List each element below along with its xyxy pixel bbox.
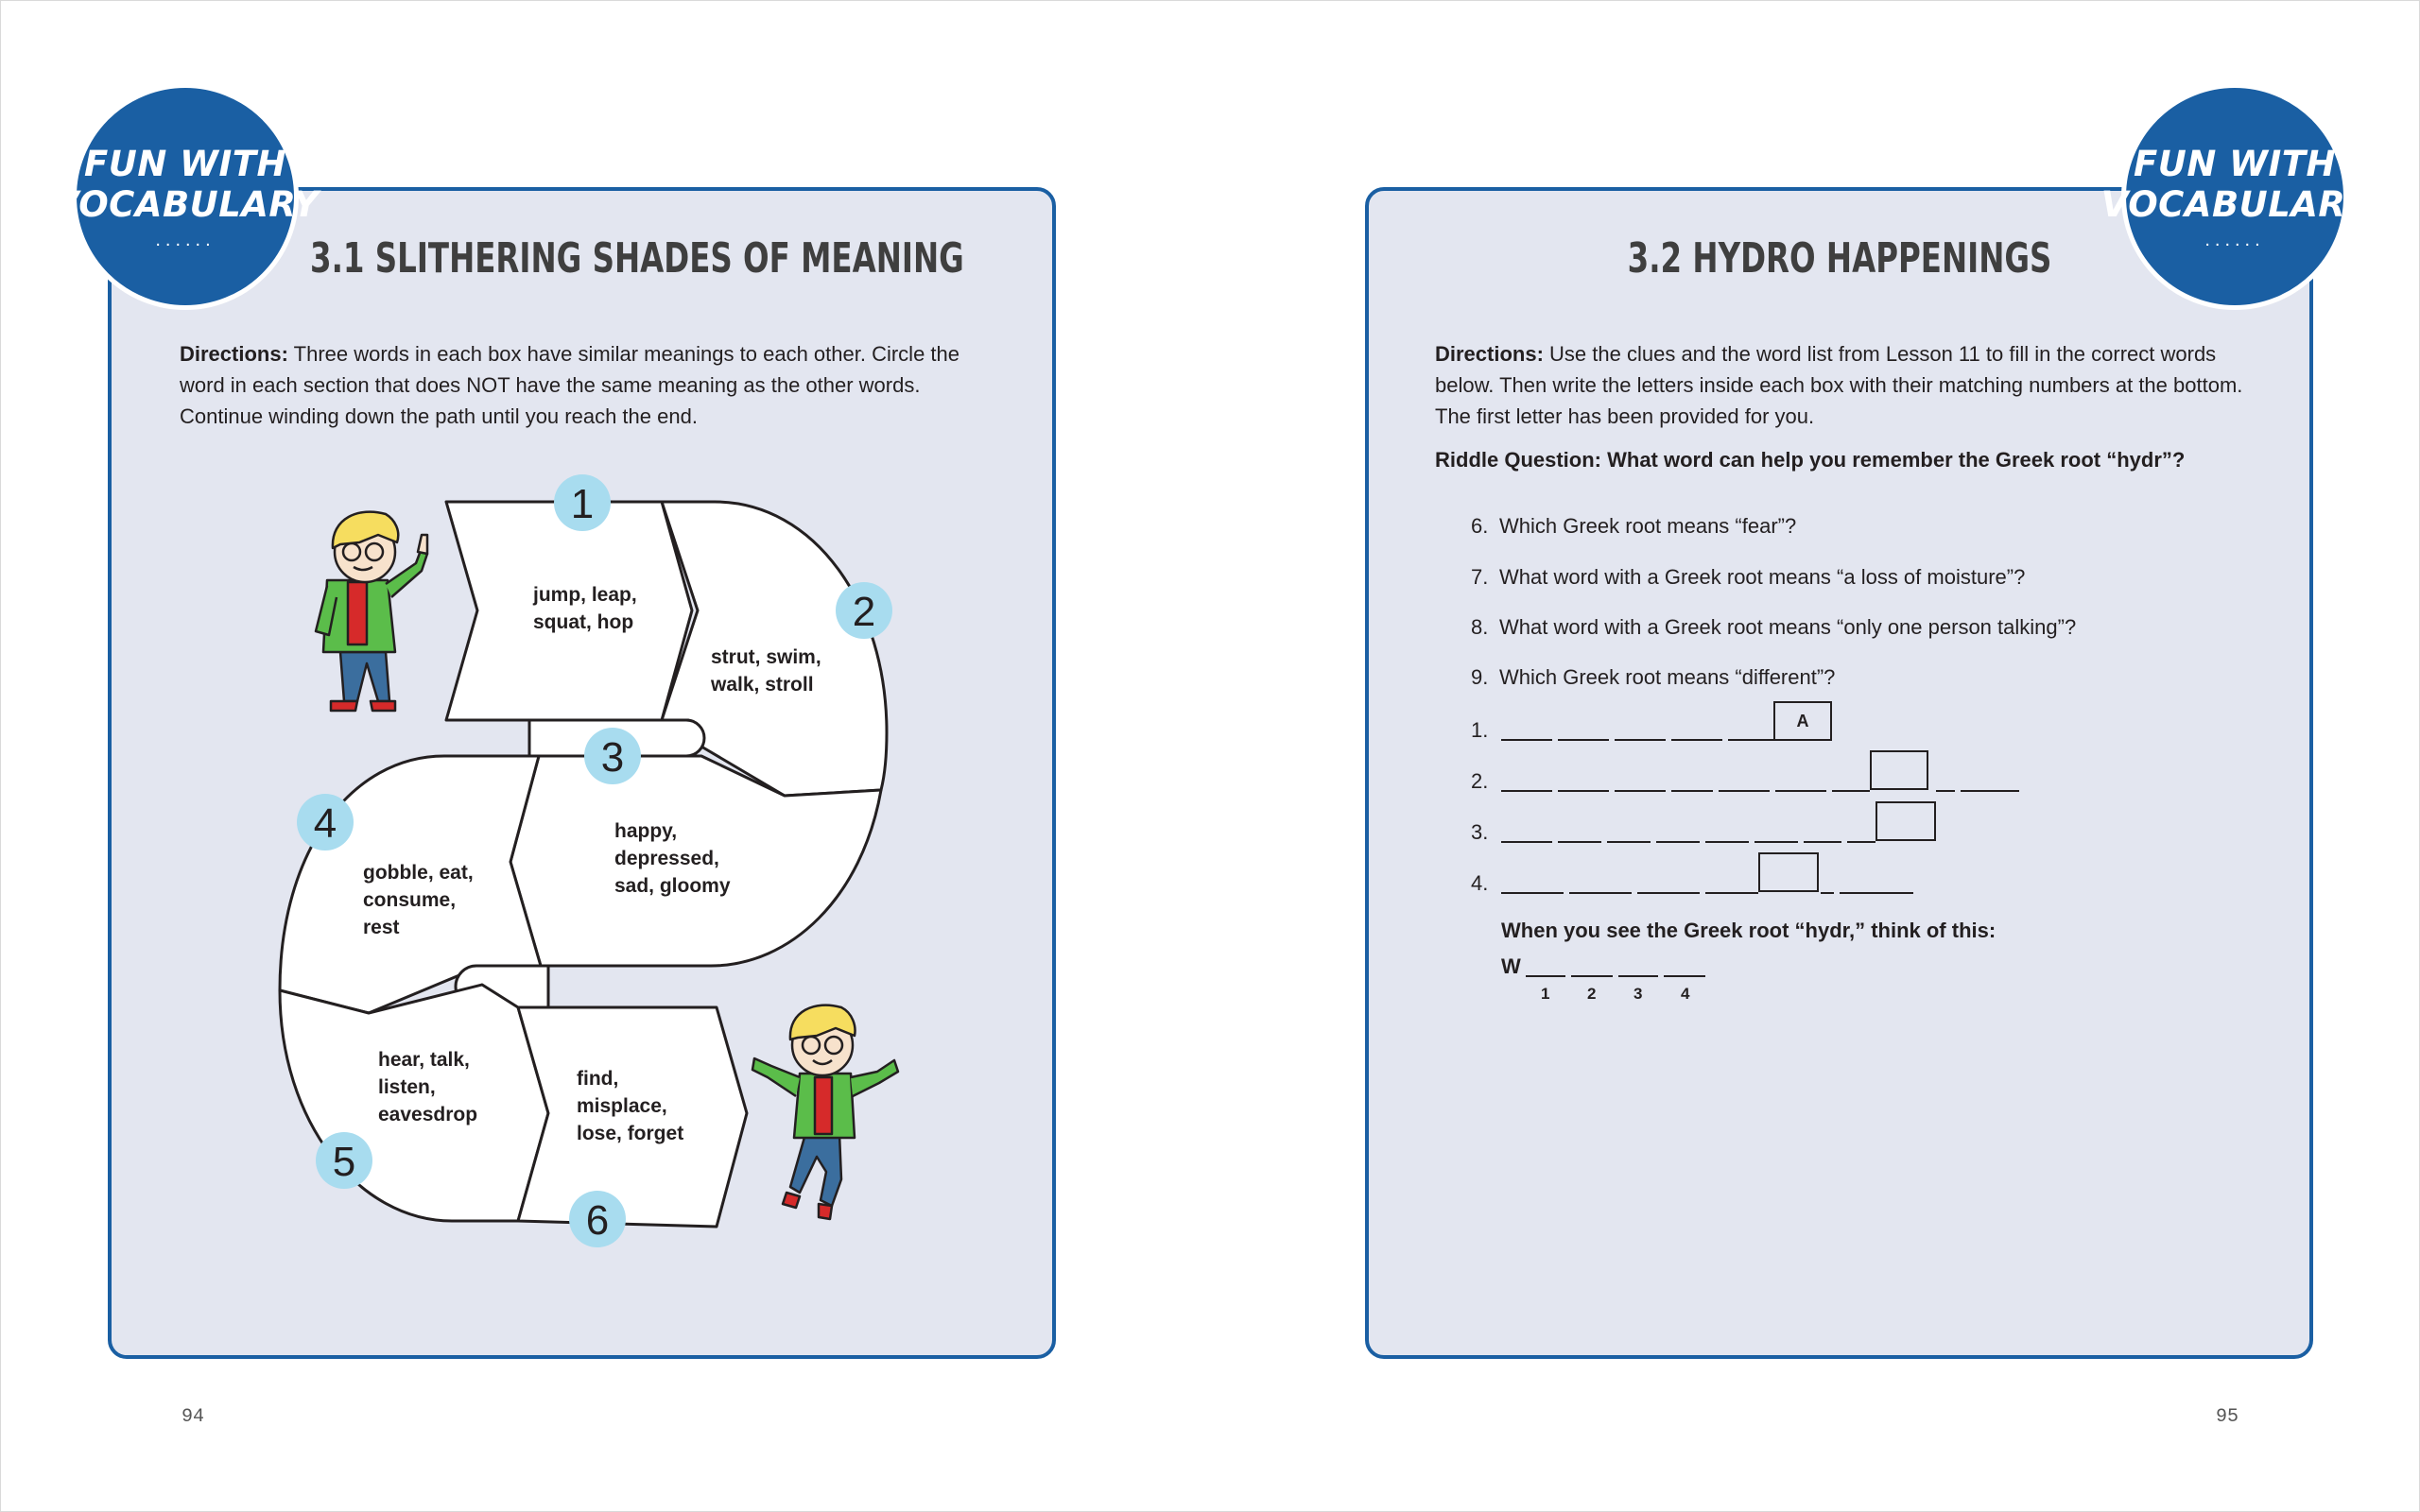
badge-line2-right: VOCABULARY — [2100, 184, 2369, 225]
clue-item — [1471, 514, 1796, 539]
page-title-left: 3.1 SLITHERING SHADES OF MEANING — [310, 234, 964, 283]
page-number-left: 94 — [182, 1406, 205, 1428]
answer-blank[interactable] — [1501, 739, 1552, 741]
answer-box-given-letter: A — [1773, 701, 1832, 741]
s2-l1: strut, swim, — [711, 646, 821, 668]
answer-blank[interactable] — [1832, 790, 1870, 792]
s4-l3: rest — [363, 917, 400, 938]
answer-blank[interactable] — [1719, 790, 1770, 792]
answer-blank[interactable] — [1615, 739, 1666, 741]
clue-item — [1471, 615, 2076, 640]
riddle-question: Riddle Question: What word can help you remember the Greek root “hydr”? — [1435, 448, 2186, 472]
answer-label-3: 3. — [1471, 820, 1489, 844]
s3-l2: depressed, — [614, 848, 719, 869]
answer-label-1: 1. — [1471, 718, 1489, 742]
answer-blank[interactable] — [1569, 892, 1632, 894]
badge-line2: VOCABULARY — [51, 184, 320, 225]
s5-l1: hear, talk, — [378, 1049, 470, 1071]
badge-line1-right: FUN WITH — [2134, 144, 2336, 184]
num-3: 3 — [600, 734, 625, 781]
answer-blank[interactable] — [1558, 841, 1601, 843]
clue-text: What word with a Greek root means “a loss of moisture”? — [1499, 565, 2026, 589]
page-title-right-text: 3.2 HYDRO HAPPENINGS — [1627, 234, 2052, 283]
badge-dots: ...... — [155, 230, 216, 250]
page-number-right: 95 — [2216, 1406, 2239, 1428]
badge-dots-right: ...... — [2204, 230, 2265, 250]
answer-blank[interactable] — [1501, 790, 1552, 792]
answer-blank[interactable] — [1705, 841, 1749, 843]
number-circle-5 — [316, 1132, 372, 1189]
final-number-label: 2 — [1587, 985, 1597, 1003]
num-1: 1 — [570, 481, 595, 527]
clue-number: 7. — [1471, 565, 1489, 589]
clue-item — [1471, 665, 1835, 690]
final-blank[interactable] — [1571, 975, 1613, 977]
s6-l1: find, — [577, 1068, 619, 1090]
s3-l3: sad, gloomy — [614, 875, 731, 897]
directions-text-right: Use the clues and the word list from Lesson 11 to fill in the correct words below. Then write the letters inside each box with their matching numbers at the bottom. The first letter has been provided for you. — [1435, 342, 2243, 428]
answer-box[interactable] — [1876, 801, 1936, 841]
answer-blank[interactable] — [1847, 841, 1876, 843]
answer-blank[interactable] — [1501, 841, 1552, 843]
num-2: 2 — [852, 589, 876, 635]
clue-number: 8. — [1471, 615, 1489, 639]
answer-blank[interactable] — [1754, 841, 1798, 843]
think-of-this-prompt: When you see the Greek root “hydr,” think of this: — [1501, 919, 1996, 942]
final-blank[interactable] — [1526, 975, 1565, 977]
answer-blank[interactable] — [1558, 739, 1609, 741]
s6-l3: lose, forget — [577, 1123, 684, 1144]
answer-blank[interactable] — [1637, 892, 1700, 894]
answer-blank[interactable] — [1728, 739, 1779, 741]
badge-line1: FUN WITH — [84, 144, 286, 184]
cartoon-boy-jumping-illustration — [752, 1005, 898, 1219]
clue-item — [1471, 565, 2025, 590]
answer-blank[interactable] — [1804, 841, 1841, 843]
s4-l1: gobble, eat, — [363, 862, 474, 884]
answer-box[interactable] — [1870, 750, 1928, 790]
clue-text: What word with a Greek root means “only one person talking”? — [1499, 615, 2077, 639]
s2-l2: walk, stroll — [711, 674, 814, 696]
answer-blank[interactable] — [1501, 892, 1564, 894]
final-word-start-letter: W — [1501, 954, 1521, 978]
s4-l2: consume, — [363, 889, 457, 911]
answer-blank[interactable] — [1705, 892, 1758, 894]
s1-l1: jump, leap, — [533, 584, 637, 606]
final-number-label: 1 — [1541, 985, 1550, 1003]
directions-text: Three words in each box have similar meanings to each other. Circle the word in each section that does NOT have the same meaning as the other words. Continue winding down the path until you reach the end. — [180, 342, 959, 428]
answer-label-2: 2. — [1471, 769, 1489, 793]
answer-blank[interactable] — [1840, 892, 1913, 894]
num-6: 6 — [585, 1197, 610, 1244]
fun-with-vocabulary-badge-right — [2100, 83, 2369, 310]
answer-blank[interactable] — [1615, 790, 1666, 792]
directions-label-right: Directions: — [1435, 342, 1544, 366]
clue-number: 6. — [1471, 514, 1489, 538]
s1-l2: squat, hop — [533, 611, 634, 633]
number-circle-3 — [584, 728, 641, 784]
s5-l3: eavesdrop — [378, 1104, 478, 1125]
answer-blank[interactable] — [1558, 790, 1609, 792]
num-4: 4 — [313, 800, 337, 847]
final-number-label: 3 — [1634, 985, 1643, 1003]
answer-blank[interactable] — [1961, 790, 2019, 792]
clue-text: Which Greek root means “fear”? — [1499, 514, 1797, 538]
cartoon-boy-pointing-illustration — [316, 512, 427, 711]
clue-number: 9. — [1471, 665, 1489, 689]
answer-box[interactable] — [1758, 852, 1819, 892]
answer-blank[interactable] — [1671, 790, 1713, 792]
answer-blank[interactable] — [1775, 790, 1826, 792]
final-blank[interactable] — [1618, 975, 1658, 977]
directions-label: Directions: — [180, 342, 288, 366]
answer-blank[interactable] — [1607, 841, 1651, 843]
answer-blank[interactable] — [1821, 892, 1834, 894]
final-blank[interactable] — [1664, 975, 1705, 977]
number-circle-2 — [836, 582, 892, 639]
number-circle-4 — [297, 794, 354, 850]
answer-blank[interactable] — [1656, 841, 1700, 843]
s3-l1: happy, — [614, 820, 678, 842]
answer-blank[interactable] — [1671, 739, 1722, 741]
answer-label-4: 4. — [1471, 871, 1489, 895]
s5-l2: listen, — [378, 1076, 436, 1098]
directions-right — [1435, 338, 2248, 432]
path-section-5[interactable] — [280, 985, 548, 1221]
s6-l2: misplace, — [577, 1095, 667, 1117]
num-5: 5 — [332, 1139, 356, 1185]
path-section-6[interactable] — [518, 1007, 747, 1227]
number-circle-1 — [554, 474, 611, 531]
number-circle-6 — [569, 1191, 626, 1247]
final-number-label: 4 — [1681, 985, 1690, 1003]
answer-blank[interactable] — [1936, 790, 1955, 792]
clue-text: Which Greek root means “different”? — [1499, 665, 1836, 689]
